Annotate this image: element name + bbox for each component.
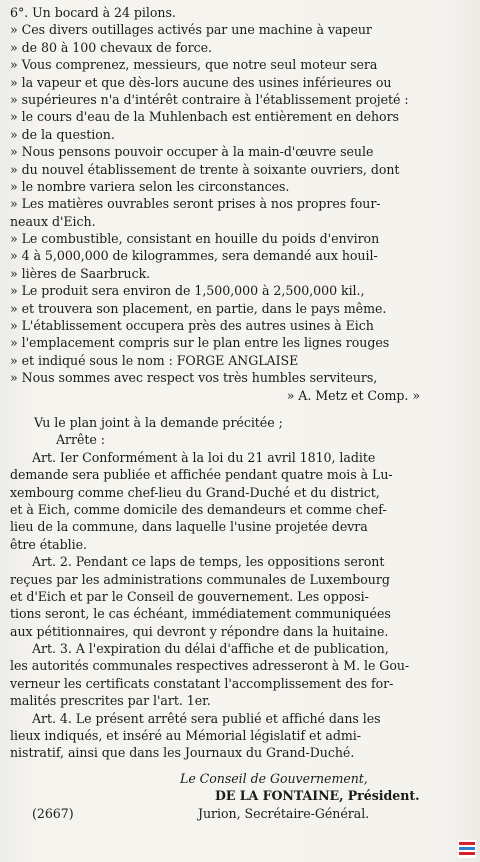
- text-line: » 4 à 5,000,000 de kilogrammes, sera demandé aux houil-: [10, 248, 378, 264]
- article-line: xembourg comme chef-lieu du Grand-Duché et du district,: [10, 484, 380, 500]
- article-line: reçues par les administrations communales de Luxembourg: [10, 571, 390, 587]
- closing-line: [10, 805, 470, 822]
- article-line: Art. Ier Conformément à la loi du 21 avril 1810, ladite: [32, 449, 376, 465]
- article-line: malités prescrites par l'art. 1er.: [10, 693, 211, 709]
- president-signature: DE LA FONTAINE, Président.: [215, 788, 420, 804]
- text-line: » de la question.: [10, 126, 115, 142]
- article-line: demande sera publiée et affichée pendant quatre mois à Lu-: [10, 467, 393, 483]
- vu-le-plan: Vu le plan joint à la demande précitée ;: [34, 414, 283, 430]
- text-line: » Le produit sera environ de 1,500,000 à 2,500,000 kil.,: [10, 283, 365, 299]
- text-line-signature: » A. Metz et Comp. »: [286, 387, 420, 403]
- council-signature: Le Conseil de Gouvernement,: [180, 770, 368, 786]
- text-line: » Nous pensons pouvoir occuper à la main-d'œuvre seule: [10, 144, 374, 160]
- text-line: 6°. Un bocard à 24 pilons.: [10, 5, 176, 20]
- arrete-heading: Arrête :: [56, 432, 105, 448]
- article-line: être établie.: [10, 536, 87, 552]
- article-line: les autorités communales respectives adresseront à M. le Gou-: [10, 658, 410, 674]
- spacer: [10, 762, 470, 770]
- text-line: » Les matières ouvrables seront prises à nos propres four-: [10, 196, 381, 212]
- article-line: tions seront, le cas échéant, immédiatement communiquées: [10, 606, 391, 622]
- text-line: » et indiqué sous le nom : FORGE ANGLAISE: [10, 352, 299, 368]
- text-line: » la vapeur et que dès-lors aucune des usines inférieures ou: [10, 74, 392, 90]
- secretary-signature: Jurion, Secrétaire-Général.: [198, 805, 370, 821]
- text-line: » et trouvera son placement, en partie, dans le pays même.: [10, 300, 387, 316]
- article-line: lieux indiqués, et inséré au Mémorial législatif et admi-: [10, 728, 361, 744]
- article-line: lieu de la commune, dans laquelle l'usine projetée devra: [10, 519, 368, 535]
- article-line: et à Eich, comme domicile des demandeurs et comme chef-: [10, 501, 387, 517]
- library-logo-icon: [458, 840, 476, 858]
- article-line: verneur les certificats constatant l'accomplissement des for-: [10, 675, 394, 691]
- text-line: » le nombre variera selon les circonstances.: [10, 178, 290, 194]
- text-line: » l'emplacement compris sur le plan entre les lignes rouges: [10, 335, 390, 351]
- text-line: » du nouvel établissement de trente à soixante ouvriers, dont: [10, 161, 400, 177]
- document-body: [10, 4, 470, 822]
- text-line: » le cours d'eau de la Muhlenbach est entièrement en dehors: [10, 109, 399, 125]
- text-line: » lières de Saarbruck.: [10, 265, 151, 281]
- text-line: » Ces divers outillages activés par une machine à vapeur: [10, 22, 372, 38]
- text-line: » Nous sommes avec respect vos très humbles serviteurs,: [10, 370, 378, 386]
- article-line: Art. 4. Le présent arrêté sera publié et affiché dans les: [32, 710, 381, 726]
- text-line: » supérieures n'a d'intérêt contraire à l'établissement projeté :: [10, 91, 409, 107]
- article-line: Art. 3. A l'expiration du délai d'affiche et de publication,: [32, 641, 389, 657]
- article-line: Art. 2. Pendant ce laps de temps, les oppositions seront: [32, 554, 385, 570]
- text-line: » Vous comprenez, messieurs, que notre seul moteur sera: [10, 57, 378, 73]
- article-line: nistratif, ainsi que dans les Journaux du Grand-Duché.: [10, 745, 355, 761]
- text-line: » Le combustible, consistant en houille du poids d'environ: [10, 231, 380, 247]
- text-line: » de 80 à 100 chevaux de force.: [10, 39, 213, 55]
- text-line: neaux d'Eich.: [10, 213, 96, 229]
- document-number: (2667): [32, 805, 74, 821]
- article-line: aux pétitionnaires, qui devront y répondre dans la huitaine.: [10, 623, 389, 639]
- text-line: » L'établissement occupera près des autres usines à Eich: [10, 318, 374, 334]
- article-line: et d'Eich et par le Conseil de gouvernement. Les opposi-: [10, 588, 369, 604]
- spacer: [10, 404, 470, 414]
